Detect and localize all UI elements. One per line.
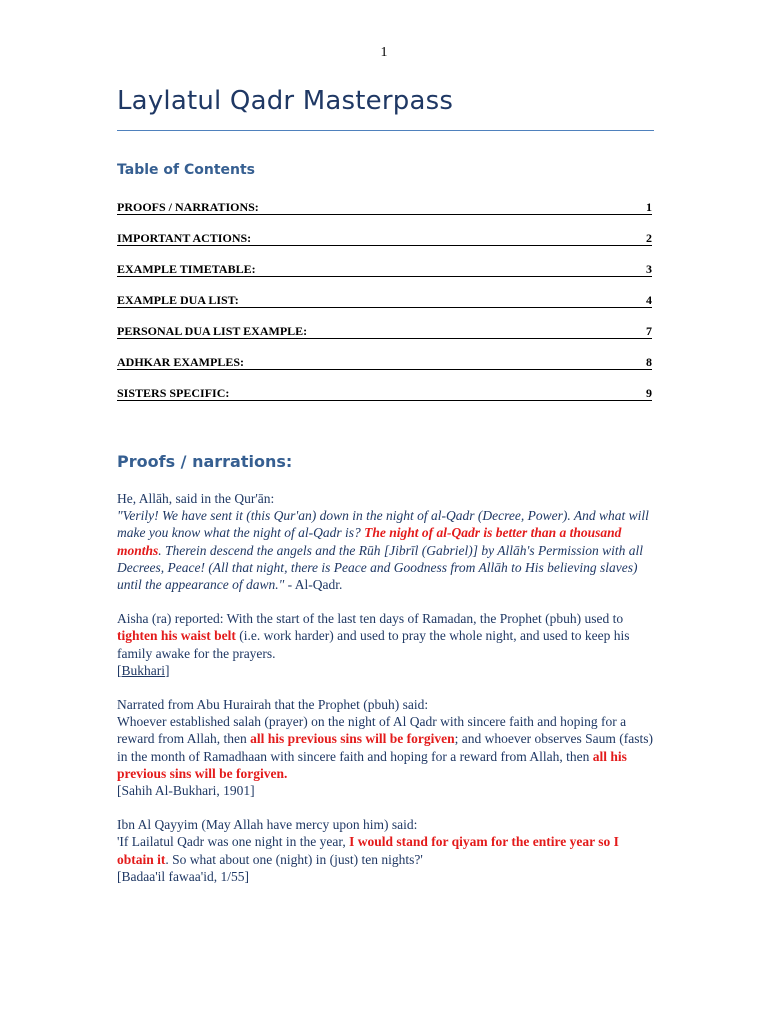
quran-quote-a: "Verily! We have sent it (this Qur'an) down in the night of al-Qadr (Decree, Power). And what will make you know what the night of al-Qadr is?	[117, 508, 649, 541]
toc-item-page: 3	[646, 262, 652, 276]
toc-item-page: 8	[646, 355, 652, 369]
toc-item-label: PROOFS / NARRATIONS:	[117, 200, 259, 214]
table-of-contents	[117, 199, 652, 416]
toc-item-example-timetable[interactable]	[117, 261, 652, 277]
ibn-qayyim-ref: [Badaa'il fawaa'id, 1/55]	[117, 868, 249, 884]
document-title: Laylatul Qadr Masterpass	[117, 86, 454, 116]
ibn-qayyim-text-a: 'If Lailatul Qadr was one night in the year,	[117, 834, 350, 850]
quran-paragraph	[117, 490, 657, 593]
quran-intro: He, Allāh, said in the Qur'ān:	[117, 491, 275, 506]
quran-highlight: The night of al-Qadr is better than a thousand months	[117, 525, 622, 558]
toc-item-proofs[interactable]	[117, 199, 652, 215]
section-heading: Proofs / narrations:	[117, 452, 293, 471]
toc-item-sisters-specific[interactable]	[117, 385, 652, 401]
aisha-text-a: Aisha (ra) reported: With the start of the last ten days of Ramadan, the Prophet (pbuh) used to	[117, 611, 624, 627]
toc-item-page: 9	[646, 386, 652, 400]
toc-item-example-dua-list[interactable]	[117, 292, 652, 308]
toc-item-label: EXAMPLE TIMETABLE:	[117, 262, 256, 276]
toc-item-page: 4	[646, 293, 652, 307]
abu-hurairah-intro: Narrated from Abu Hurairah that the Prophet (pbuh) said:	[117, 697, 429, 713]
toc-item-page: 7	[646, 324, 652, 338]
page-number: 1	[380, 45, 388, 60]
quran-quote-b: . Therein descend the angels and the Rūh [Jibrīl (Gabriel)] by Allāh's Permission with all Decrees, Peace! (All that night, there is Peace and Goodness from Allāh to His believing slaves) until the appearance of dawn."	[117, 542, 643, 593]
toc-item-label: EXAMPLE DUA LIST:	[117, 293, 239, 307]
toc-heading: Table of Contents	[117, 162, 256, 178]
toc-item-adhkar-examples[interactable]	[117, 354, 652, 370]
aisha-ref-close: ]	[165, 662, 170, 678]
section-body	[117, 490, 657, 902]
abu-hurairah-highlight-a: all his previous sins will be forgiven	[250, 731, 455, 747]
abu-hurairah-text-c: .	[284, 765, 288, 781]
abu-hurairah-text-b: ; and whoever observes Saum (fasts) in the month of Ramadhaan with sincere faith and hoping for a reward from Allah, then	[117, 731, 653, 764]
toc-item-important-actions[interactable]	[117, 230, 652, 246]
abu-hurairah-text-a: Whoever established salah (prayer) on the night of Al Qadr with sincere faith and hoping for a reward from Allah, then	[117, 714, 627, 747]
aisha-paragraph	[117, 610, 657, 679]
abu-hurairah-highlight-b: all his previous sins will be forgiven	[117, 748, 627, 781]
toc-item-label: PERSONAL DUA LIST EXAMPLE:	[117, 324, 308, 338]
toc-item-label: SISTERS SPECIFIC:	[117, 386, 230, 400]
ibn-qayyim-intro: Ibn Al Qayyim (May Allah have mercy upon him) said:	[117, 817, 418, 833]
ibn-qayyim-paragraph	[117, 816, 657, 885]
abu-hurairah-ref: [Sahih Al-Bukhari, 1901]	[117, 783, 255, 799]
aisha-text-b: (i.e. work harder) and used to pray the whole night, and used to keep his family awake for the prayers.	[117, 628, 630, 661]
aisha-ref-link[interactable]: Bukhari	[121, 662, 165, 678]
toc-item-label: ADHKAR EXAMPLES:	[117, 355, 245, 369]
aisha-highlight: tighten his waist belt	[117, 628, 236, 644]
aisha-ref-open: [	[117, 662, 122, 678]
abu-hurairah-paragraph	[117, 696, 657, 799]
toc-item-label: IMPORTANT ACTIONS:	[117, 231, 252, 245]
quran-source: - Al-Qadr.	[284, 577, 343, 593]
toc-item-page: 2	[646, 231, 652, 245]
ibn-qayyim-highlight: I would stand for qiyam for the entire year so I obtain it	[117, 834, 619, 867]
title-rule	[117, 130, 654, 131]
toc-item-page: 1	[646, 200, 652, 214]
ibn-qayyim-text-b: . So what about one (night) in (just) ten nights?'	[165, 851, 423, 867]
toc-item-personal-dua-list[interactable]	[117, 323, 652, 339]
